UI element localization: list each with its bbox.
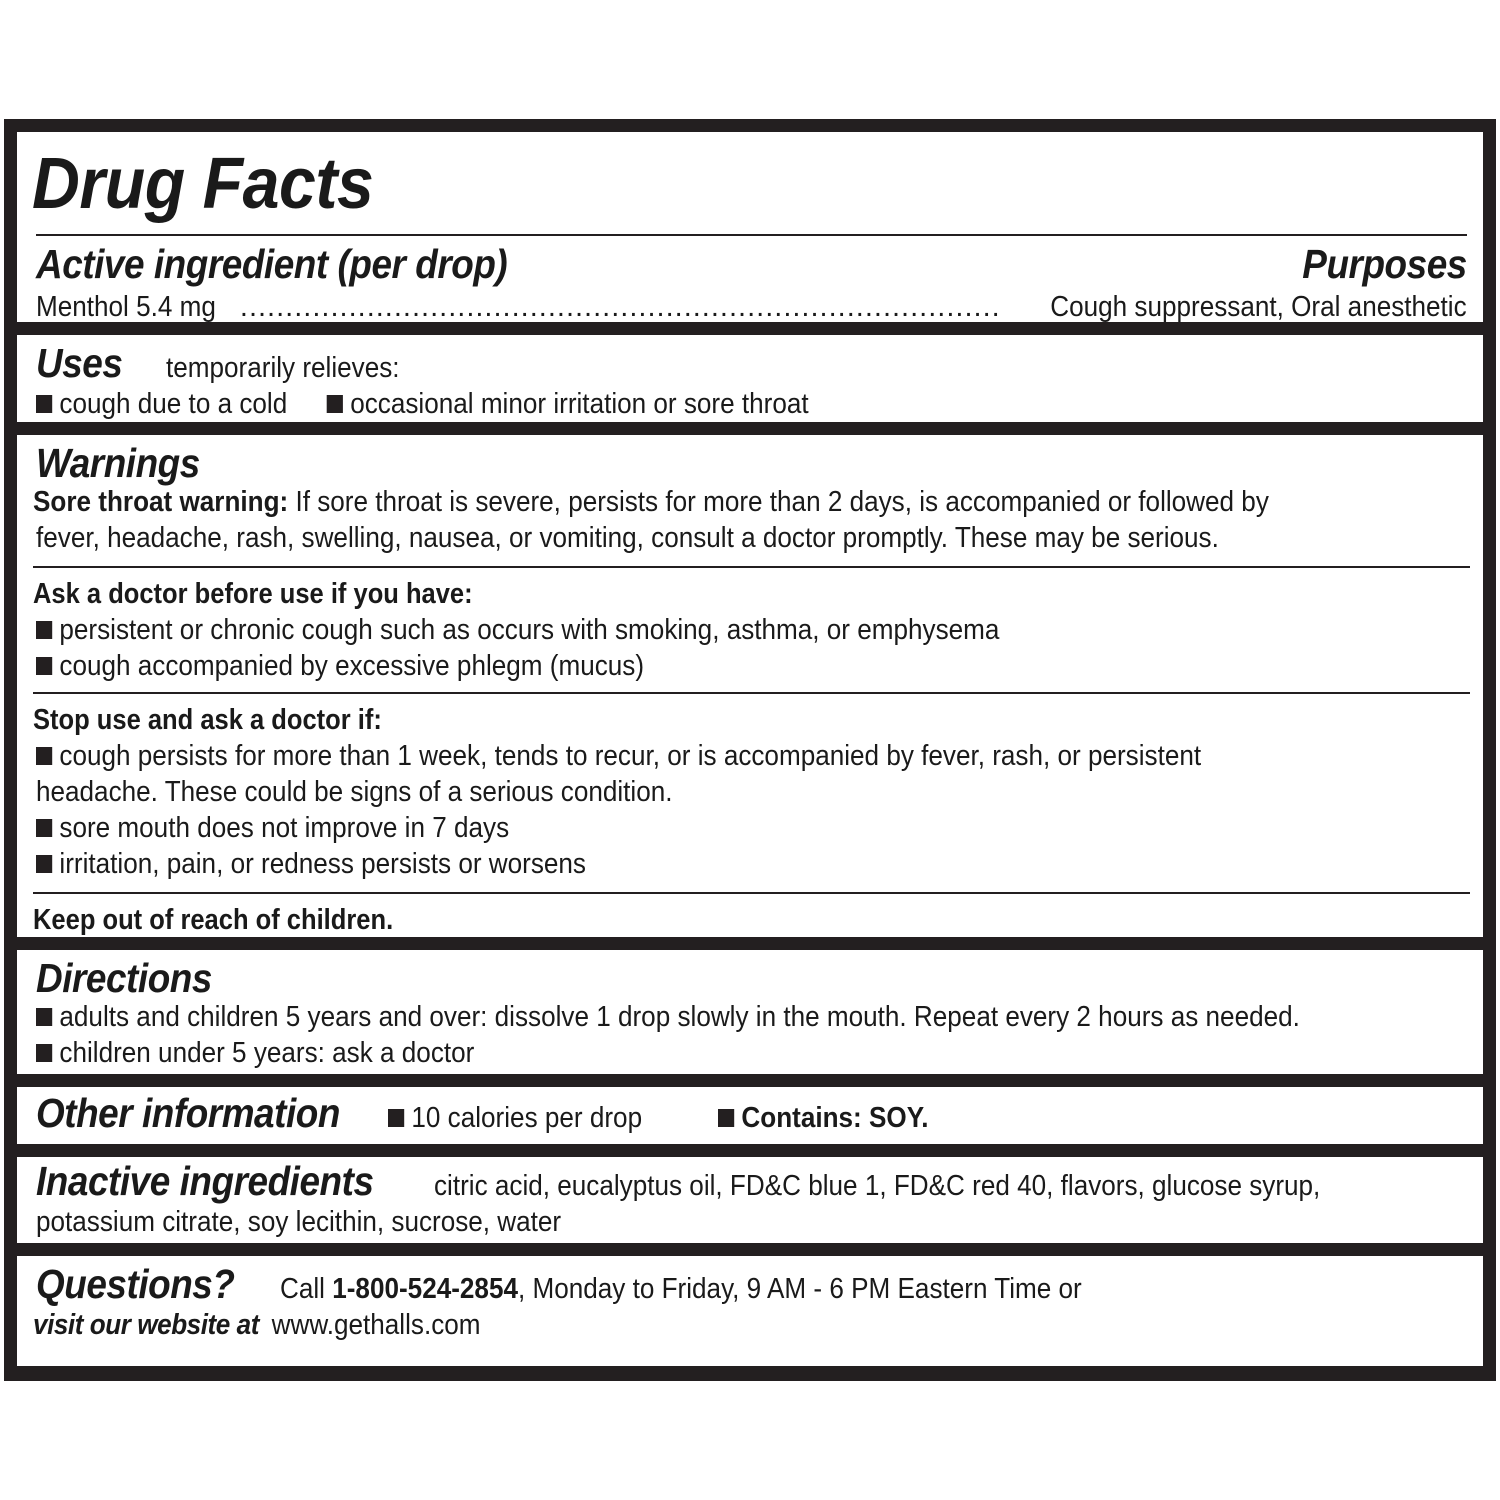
warnings-divider (33, 566, 1470, 568)
bullet-icon (36, 747, 52, 765)
bullet-icon (388, 1109, 404, 1127)
sore-throat-label: Sore throat warning: (33, 486, 289, 518)
sore-throat-warning-line (33, 484, 1324, 520)
ask-doctor-item: persistent or chronic cough such as occurs with smoking, asthma, or emphysema (36, 612, 1324, 648)
drug-facts-panel (4, 119, 1496, 1381)
purposes-heading: Purposes (1302, 241, 1467, 287)
stop-use-item-cont: headache. These could be signs of a serious condition. (36, 776, 673, 808)
website-label: visit our website at (33, 1309, 259, 1341)
warnings-heading: Warnings (36, 440, 200, 486)
bullet-icon (36, 1008, 52, 1026)
active-ingredient-section (17, 132, 1483, 322)
website-link[interactable]: www.gethalls.com (271, 1309, 481, 1341)
bullet-icon (327, 395, 343, 413)
questions-section (17, 1256, 1483, 1366)
active-ingredient-heading: Active ingredient (per drop) (36, 241, 508, 287)
ask-doctor-item: cough accompanied by excessive phlegm (mucus) (36, 648, 1324, 684)
bullet-icon (36, 621, 52, 639)
bullet-icon (36, 819, 52, 837)
stop-use-item: cough persists for more than 1 week, tends to recur, or is accompanied by fever, rash, or persistent (36, 738, 1324, 774)
bullet-icon (36, 657, 52, 675)
bullet-icon (36, 1044, 52, 1062)
other-information-heading: Other information (36, 1090, 340, 1136)
inactive-ingredients-text: citric acid, eucalyptus oil, FD&C blue 1, FD&C red 40, flavors, glucose syrup, (434, 1170, 1321, 1202)
active-ingredient-header (36, 241, 1467, 287)
stop-use-item: sore mouth does not improve in 7 days (36, 810, 1324, 846)
warnings-divider (33, 692, 1470, 694)
questions-text: Call 1-800-524-2854, Monday to Friday, 9 AM - 6 PM Eastern Time or (280, 1273, 1082, 1305)
uses-heading: Uses (36, 340, 123, 386)
ingredient-purpose: Cough suppressant, Oral anesthetic (1050, 291, 1467, 322)
ingredient-name: Menthol 5.4 mg (36, 291, 216, 322)
sore-throat-text-cont: fever, headache, rash, swelling, nausea, or vomiting, consult a doctor promptly. These may be serious. (36, 522, 1219, 554)
questions-row (36, 1256, 1467, 1307)
active-ingredient-row (36, 289, 1467, 322)
uses-item: occasional minor irritation or sore throat (350, 388, 809, 420)
page-title: Drug Facts (32, 144, 374, 224)
directions-item: adults and children 5 years and over: dissolve 1 drop slowly in the mouth. Repeat every 2 hours as needed. (36, 999, 1324, 1035)
other-info-item (718, 1100, 928, 1136)
directions-item: children under 5 years: ask a doctor (36, 1035, 1324, 1071)
directions-section (17, 950, 1483, 1074)
warnings-divider (33, 892, 1470, 894)
bullet-icon (36, 395, 52, 413)
warnings-section (17, 435, 1483, 937)
ask-doctor-heading: Ask a doctor before use if you have: (33, 578, 473, 610)
bullet-icon (36, 855, 52, 873)
inactive-row (36, 1157, 1467, 1204)
directions-heading: Directions (36, 955, 212, 1001)
uses-item: cough due to a cold (59, 388, 288, 420)
other-information-section (17, 1087, 1483, 1144)
allergen-note: Contains: SOY. (741, 1102, 929, 1134)
inactive-ingredients-section (17, 1157, 1483, 1243)
phone-number[interactable]: 1-800-524-2854 (332, 1273, 518, 1305)
keep-out-of-reach: Keep out of reach of children. (33, 904, 394, 936)
questions-heading: Questions? (36, 1261, 235, 1307)
website-row (33, 1307, 1324, 1343)
uses-list (36, 386, 1324, 422)
other-info-item: 10 calories per drop (388, 1100, 685, 1136)
title-divider (36, 234, 1467, 236)
inactive-ingredients-heading: Inactive ingredients (36, 1158, 374, 1204)
uses-header (36, 335, 1467, 386)
stop-use-heading: Stop use and ask a doctor if: (33, 704, 382, 736)
inactive-ingredients-text-cont: potassium citrate, soy lecithin, sucrose, water (36, 1206, 562, 1238)
other-information-row (36, 1087, 1467, 1136)
uses-section (17, 335, 1483, 422)
bullet-icon (718, 1109, 734, 1127)
sore-throat-text: If sore throat is severe, persists for more than 2 days, is accompanied or followed by (295, 486, 1269, 518)
leader-dots (240, 289, 1000, 322)
uses-intro: temporarily relieves: (166, 352, 400, 384)
stop-use-item: irritation, pain, or redness persists or worsens (36, 846, 1324, 882)
